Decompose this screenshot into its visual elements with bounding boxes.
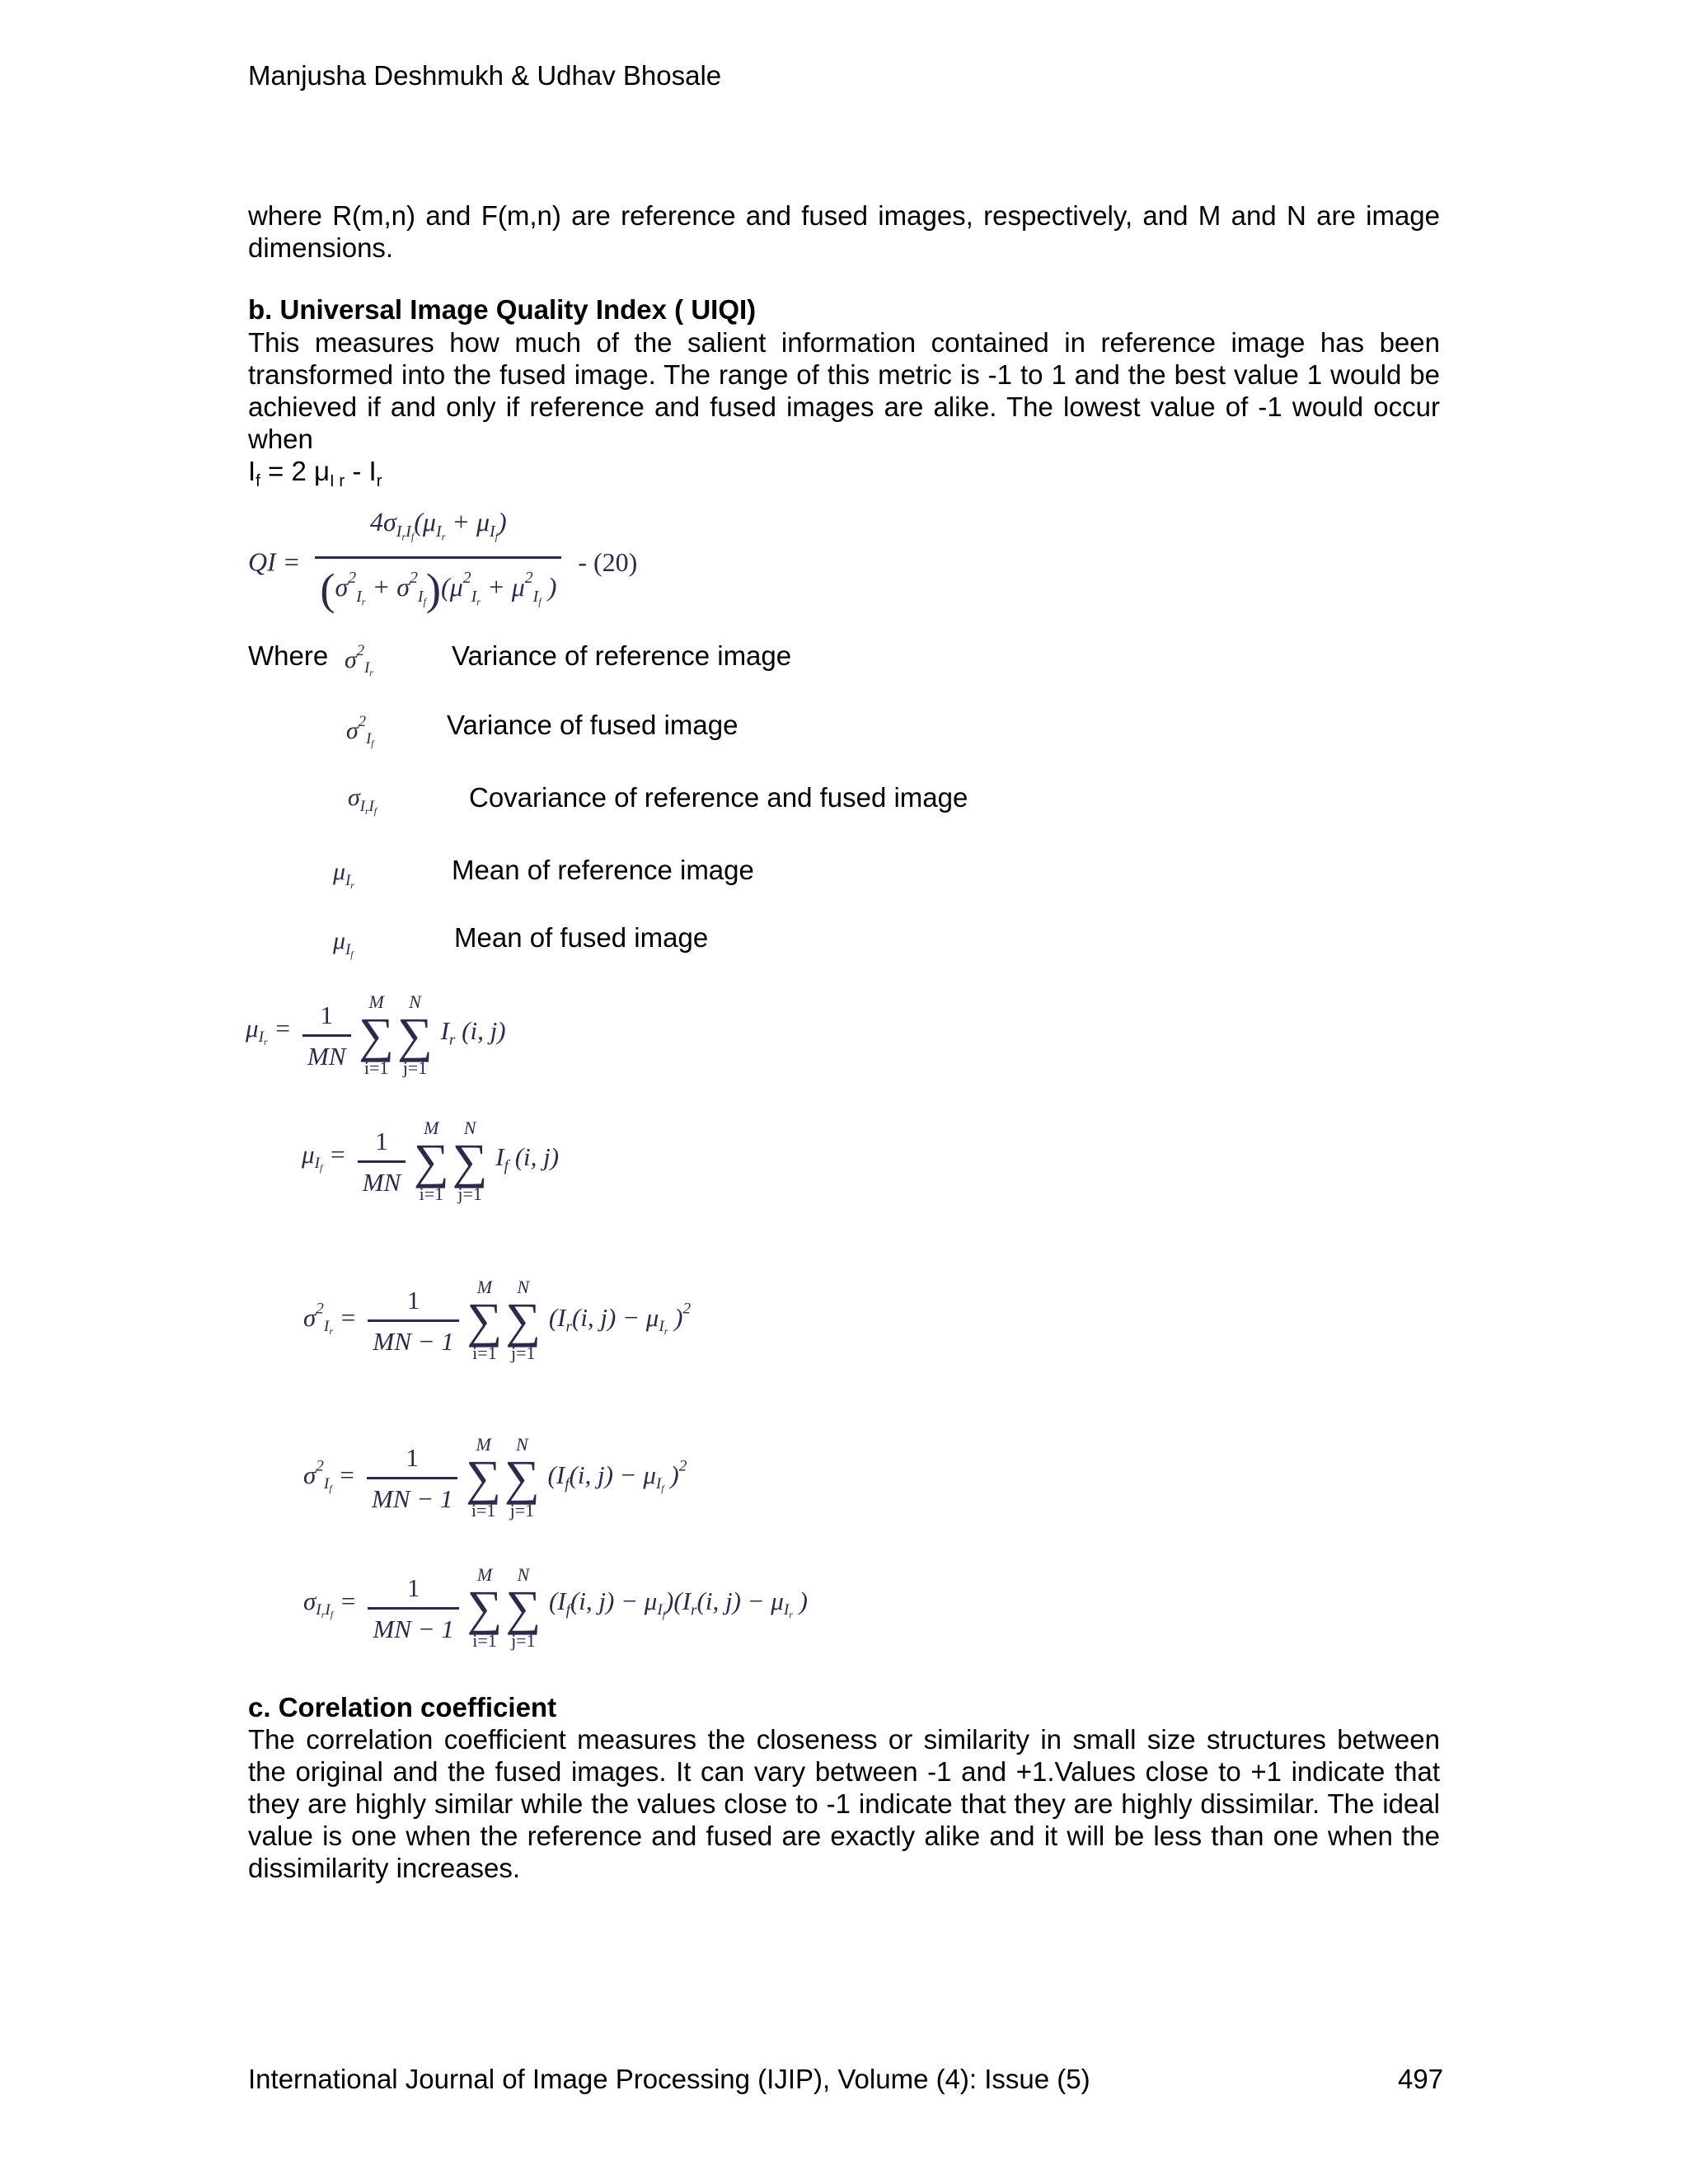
where-item-mean-fused: Mean of fused image — [454, 922, 709, 953]
section-b-heading: b. Universal Image Quality Index ( UIQI) — [248, 294, 757, 325]
covariance-symbol: $\sigma_{I_rI_f}$ — [348, 784, 377, 817]
where-label: Where — [248, 640, 329, 671]
section-b-body: This measures how much of the salient information contained in reference image has been transformed into the fused image. The range of this metric is -1 to 1 and the best value 1 would be achieved if and only if reference and fused images are alike. The lowest value of -1 would occur when — [248, 327, 1440, 454]
running-header: Manjusha Deshmukh & Udhav Bhosale — [248, 60, 722, 91]
where-item-covariance: Covariance of reference and fused image — [469, 782, 968, 813]
covariance-equation: $\sigma_{I_rI_f}$ = $\frac{1}{MN - 1}$ M ∑ i=1 N ∑ j=1 ($I_f(i$, $j) - \mu_{I_f})(I_r(i$, $j) - \mu_{I_r}$ ) — [303, 1564, 808, 1651]
variance-ref-symbol: $\sigma^2_{I_r}$ — [345, 642, 373, 679]
variance-fused-equation: $\sigma^2_{I_f}$ = $\frac{1}{MN - 1}$ M ∑ i=1 N ∑ j=1 ($I_f(i$, $j) - \mu_{I_f}$ )$^2$ — [303, 1434, 687, 1521]
mean-ref-symbol: $\mu_{I_r}$ — [333, 858, 354, 891]
variance-fused-symbol: $\sigma^2_{I_f}$ — [346, 713, 374, 750]
qi-equation: QI = $\frac{4\sigma_{I_rI_f}(\mu_{I_r} + \mu_{I_f})}{(\sigma^2_{I_r} + \sigma^2_{I_f})(\mu^2_{I_r} + \mu^2_{I_f} )}$ - (20) — [248, 507, 638, 615]
where-item-variance-ref: Variance of reference image — [452, 640, 792, 671]
page-number: 497 — [1398, 2064, 1444, 2094]
condition-equation: $I_f = 2$ $\mu_{I r} - I_r$ — [248, 456, 382, 491]
mean-fused-equation: $\mu_{I_f}$ = $\frac{1}{MN}$ M ∑ i=1 N ∑ j=1 $I_f$ (i, j) — [302, 1118, 560, 1204]
mean-ref-equation: $\mu_{I_r}$ = $\frac{1}{MN}$ M ∑ i=1 N ∑ j=1 $I_r$ (i, j) — [246, 991, 506, 1078]
mean-fused-symbol: $\mu_{I_f}$ — [333, 927, 354, 960]
where-item-mean-ref: Mean of reference image — [452, 855, 754, 885]
section-c-body: The correlation coefficient measures the closeness or similarity in small size structures between the original and the fused images. It can vary between -1 and +1.Values close to +1 indicate that they are highly similar while the values close to -1 indicate that they are highly dissimilar. The ideal value is one when the reference and fused are exactly alike and it will be less than one when the dissimilarity increases. — [248, 1724, 1440, 1883]
intro-paragraph: where R(m,n) and F(m,n) are reference and fused images, respectively, and M and N are image dimensions. — [248, 200, 1440, 263]
journal-footer: International Journal of Image Processing (IJIP), Volume (4): Issue (5) — [248, 2064, 1090, 2094]
section-c-heading: c. Corelation coefficient — [248, 1692, 557, 1722]
where-item-variance-fused: Variance of fused image — [447, 710, 738, 740]
equation-number: - (20) — [578, 546, 638, 577]
variance-ref-equation: $\sigma^2_{I_r}$ = $\frac{1}{MN - 1}$ M ∑ i=1 N ∑ j=1 ($I_r(i$, $j) - \mu_{I_r}$ )$^2$ — [303, 1277, 692, 1363]
